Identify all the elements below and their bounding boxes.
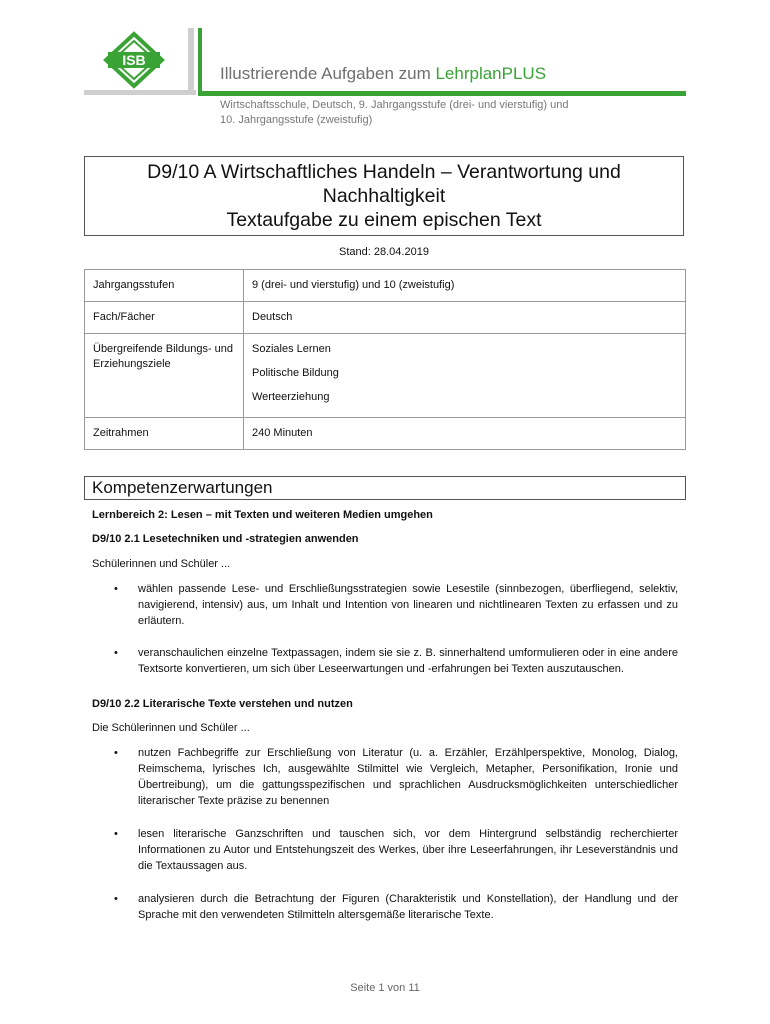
competences-heading: Kompetenzerwartungen	[84, 476, 686, 500]
header-subtitle-line1: Wirtschaftsschule, Deutsch, 9. Jahrgangsstufe (drei- und vierstufig) und	[220, 99, 569, 111]
header-gray-bar	[84, 90, 196, 95]
info-value: 240 Minuten	[244, 418, 686, 450]
task-title-line1: D9/10 A Wirtschaftliches Handeln – Verantwortung und	[147, 161, 621, 183]
task-title-line3: Textaufgabe zu einem epischen Text	[226, 209, 542, 231]
isb-logo	[80, 28, 184, 96]
info-value: Deutsch	[244, 302, 686, 334]
task-title-line2: Nachhaltigkeit	[322, 185, 446, 207]
list-item: • nutzen Fachbegriffe zur Erschließung von Literatur (u. a. Erzähler, Erzählperspektive, Monolog, Dialog, Reimschema, lyrisches Ich, ausgewählte Stilmittel wie Vergleich, Metapher, Personifikation, Ironie und Übertreibung), um die gattungsspezifischen und sprachlichen Ausdrucksmöglichkeiten unterschiedlicher literarischer Texte präzise zu benennen	[114, 747, 678, 807]
logo-text: ISB	[122, 52, 146, 68]
info-value: 9 (drei- und vierstufig) und 10 (zweistufig)	[244, 270, 686, 302]
list-item-text: wählen passende Lese- und Erschließungsstrategien sowie Lesestile (sinnbezogen, überfliegend, selektiv, navigierend, intensiv) aus, um Inhalt und Intention von linearen und nichtlinearen Texten zu erfassen und zu erläutern.	[138, 583, 678, 627]
table-row	[85, 302, 686, 334]
section-title: D9/10 2.1 Lesetechniken und -strategien anwenden	[92, 533, 359, 545]
info-value-item: Politische Bildung	[252, 367, 339, 379]
task-title-box	[84, 156, 684, 236]
header-green-bar	[198, 91, 686, 96]
info-key: Zeitrahmen	[85, 418, 244, 450]
list-item: • wählen passende Lese- und Erschließungsstrategien sowie Lesestile (sinnbezogen, überfliegend, selektiv, navigierend, intensiv) aus, um Inhalt und Intention von linearen und nichtlinearen Texten zu erfassen und zu erläutern.	[114, 583, 678, 627]
header-title-accent: LehrplanPLUS	[435, 64, 547, 83]
header-title-prefix: Illustrierende Aufgaben zum	[220, 64, 436, 83]
section-intro: Die Schülerinnen und Schüler ...	[92, 722, 250, 734]
list-item: • lesen literarische Ganzschriften und tauschen sich, vor dem Hintergrund selbständig recherchierter Informationen zu Autor und Entstehungszeit des Werkes, über ihre Leseerfahrungen, ihr Leseverständnis und die Textaussagen aus.	[114, 828, 678, 872]
header-gray-divider	[188, 28, 194, 94]
list-item: • veranschaulichen einzelne Textpassagen, indem sie sie z. B. sinnerhaltend umformulieren oder in eine andere Textsorte konvertieren, um sich über Leseerwartungen und -erfahrungen bei Texten auszutauschen.	[114, 647, 678, 675]
list-item-text: nutzen Fachbegriffe zur Erschließung von Literatur (u. a. Erzähler, Erzählperspektive, Monolog, Dialog, Reimschema, lyrisches Ich, ausgewählte Stilmittel wie Vergleich, Metapher, Personifikation, Ironie und Übertreibung), um die gattungsspezifischen und sprachlichen Ausdrucksmöglichkeiten unterschiedlicher literarischer Texte präzise zu benennen	[138, 747, 678, 807]
section-bullets	[84, 745, 678, 933]
info-value	[244, 334, 686, 418]
info-key: Übergreifende Bildungs- und Erziehungsziele	[85, 334, 244, 418]
list-item: • analysieren durch die Betrachtung der Figuren (Charakteristik und Konstellation), der Handlung und der Sprache mit den verwendeten Stilmitteln altersgemäße literarische Texte.	[114, 893, 678, 921]
table-row	[85, 418, 686, 450]
table-row	[85, 334, 686, 418]
table-row	[85, 270, 686, 302]
page-footer: Seite 1 von 11	[350, 982, 420, 994]
info-key: Jahrgangsstufen	[85, 270, 244, 302]
section-intro: Schülerinnen und Schüler ...	[92, 558, 231, 570]
header-title	[220, 64, 546, 84]
section-title: D9/10 2.2 Literarische Texte verstehen und nutzen	[92, 698, 353, 710]
list-item-text: analysieren durch die Betrachtung der Figuren (Charakteristik und Konstellation), der Handlung und der Sprache mit den verwendeten Stilmitteln altersgemäße literarische Texte.	[138, 893, 678, 921]
info-key: Fach/Fächer	[85, 302, 244, 334]
list-item-text: lesen literarische Ganzschriften und tauschen sich, vor dem Hintergrund selbständig recherchierter Informationen zu Autor und Entstehungszeit des Werkes, über ihre Leseerfahrungen, ihr Leseverständnis und die Textaussagen aus.	[138, 828, 678, 872]
header-green-divider	[198, 28, 202, 96]
stand-date: Stand: 28.04.2019	[339, 246, 429, 258]
list-item-text: veranschaulichen einzelne Textpassagen, indem sie sie z. B. sinnerhaltend umformulieren oder in eine andere Textsorte konvertieren, um sich über Leseerwartungen und -erfahrungen bei Texten auszutauschen.	[138, 647, 678, 675]
lernbereich-heading: Lernbereich 2: Lesen – mit Texten und weiteren Medien umgehen	[92, 509, 433, 521]
info-value-item: Werteerziehung	[252, 391, 330, 403]
header-subtitle	[220, 98, 640, 128]
info-table	[84, 269, 686, 450]
info-value-item: Soziales Lernen	[252, 343, 331, 355]
section-bullets	[84, 581, 678, 687]
header-subtitle-line2: 10. Jahrgangsstufe (zweistufig)	[220, 114, 373, 126]
